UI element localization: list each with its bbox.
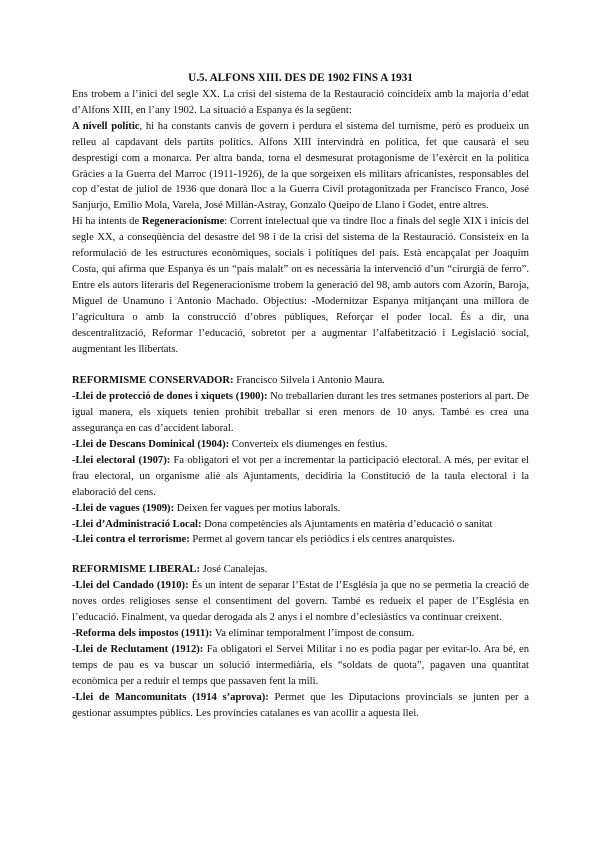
law-label: -Llei del Candado (1910): [72,580,189,592]
regen-pre: Hi ha intents de [72,216,142,228]
law-item [72,642,529,690]
liberal-heading-line [72,562,529,578]
law-text: Permet al govern tancar els periòdics i els centres anarquistes. [189,534,455,546]
law-item [72,532,529,548]
document-title: U.5. ALFONS XIII. DES DE 1902 FINS A 1931 [188,72,413,84]
law-text: Dona competències als Ajuntaments en matèria d’educació o sanitat [201,518,493,530]
law-text: No treballarien durant les tres setmanes posteriors al part. De igual manera, els xiquets tenien prohibit treballar si eren menors de 10 anys. També es crea una assegurança en cas d’accident laboral. [72,391,530,435]
law-text: Converteix els diumenges en festius. [229,439,388,451]
law-text: Permet que les Diputacions provincials se junten per a gestionar assumptes públics. Les províncies catalanes es van acollir a aquesta llei. [72,691,529,719]
intro-paragraph: Ens trobem a l’inici del segle XX. La crisi del sistema de la Restauració coincideix amb la majoria d’edat d’Alfons XIII, en l’any 1902. La situació a Espanya és la següent: [72,89,529,116]
law-text: Va eliminar temporalment l’impost de consum. [212,628,415,639]
law-item [72,453,529,501]
liberal-leaders: José Canalejas. [200,564,268,576]
law-text: Deixen fer vagues per motius laborals. [174,502,341,514]
law-item [72,578,529,626]
document-page [72,70,529,721]
law-label: -Llei de Mancomunitats (1914 s’aprova): [72,691,269,703]
law-label: -Llei de Descans Dominical (1904): [72,439,230,451]
law-item [72,690,529,722]
conservador-heading: REFORMISME CONSERVADOR: [72,375,234,387]
conservador-leaders: Francisco Silvela i Antonio Maura. [233,375,385,387]
law-item [72,437,529,453]
politic-paragraph [72,119,529,214]
law-item [72,517,529,533]
law-label: -Llei d’Administració Local: [72,518,202,530]
law-item [72,626,529,642]
politic-text: , hi ha constants canvis de govern i perdura el sistema del turnisme, però es produeix un relleu al capdavant dels partits polítics. Alfons XIII intervindrà en política, fet que causarà el seu desprestigi com a monarca. Per altra banda, torna el desmesurat protagonisme de l’exèrcit en la política Gràcies a la Guerra del Marroc (1911-1926), de la que sorgeixen els militars africanistes, responsables del cop d’estat de juliol de 1936 que donarà lloc a la Guerra Civil protagonitzada per Francisco Franco, José Sanjurjo, Emilio Mola, Varela, José Millán-Astray, Gonzalo Queipo de Llano i Godet, entre altres. [72,120,529,212]
law-text: Fa obligatori el Servei Militar i no es podia pagar per evitar-lo. Ara bé, en temps de pau es va buscar un solució intermediària, els “soldats de quota”, pagaven una quantitat econòmica per a reduir el temps que passaven fent la mili. [72,643,530,687]
law-item [72,501,529,517]
law-label: -Llei contra el terrorisme: [72,534,190,546]
law-label: -Llei electoral (1907): [72,454,171,466]
regen-heading: Regeneracionisme [141,216,225,228]
law-text: Fa obligatori el vot per a incrementar la participació electoral. A més, per evitar el frau electoral, un organisme aliè als Ajuntaments, decidiria la Constitució de la taula electoral i la elaboració del cens. [72,454,529,498]
regen-text: : Corrent intelectual que va tindre lloc a finals del segle XIX i inicis del segle XX, a conseqüència del desastre del 98 i de la crisi del sistema de la Restauració. Consisteix en la reformulació de les estructures econòmiques, socials i polítiques del país. Està encapçalat per Joaquim Costa, qui afirma que Espanya és un “país malalt” on es necessària la intervenció d’un “cirurgià de ferro”. Entre els autors literaris del Regeneracionisme trobem la generació del 98, amb autors com Azorín, Baroja, Miguel de Unamuno i Antonio Machado. Objectius: -Modernitzar Espanya mitjançant una millora de l’agricultura o amb la construcció d’obres públiques, Reforçar el poder local. És a dir, una descentralització, Reformar l’educació, sobretot per a augmentar l’alfabetització i Legislació social, augmentant les llibertats. [72,216,529,355]
law-label: -Llei de Reclutament (1912): [72,643,204,655]
law-item [72,389,529,437]
liberal-heading: REFORMISME LIBERAL: [72,564,201,576]
conservador-heading-line [72,373,529,389]
regen-paragraph [72,214,529,357]
law-text: És un intent de separar l’Estat de l’Església ja que no se permetia la creació de noves ordes religioses sense el consentiment del govern. També es redueix el paper de l’Església en l’educació. Finalment, va quedar derogada als 2 anys i el nombre d’eclesiàstics va continuar creixent. [72,580,529,624]
law-label: -Llei de protecció de dones i xiquets (1900): [72,391,268,403]
law-label: -Reforma dels impostos (1911): [72,628,213,639]
politic-heading: A nivell polític [72,120,140,132]
law-label: -Llei de vagues (1909): [72,502,175,514]
